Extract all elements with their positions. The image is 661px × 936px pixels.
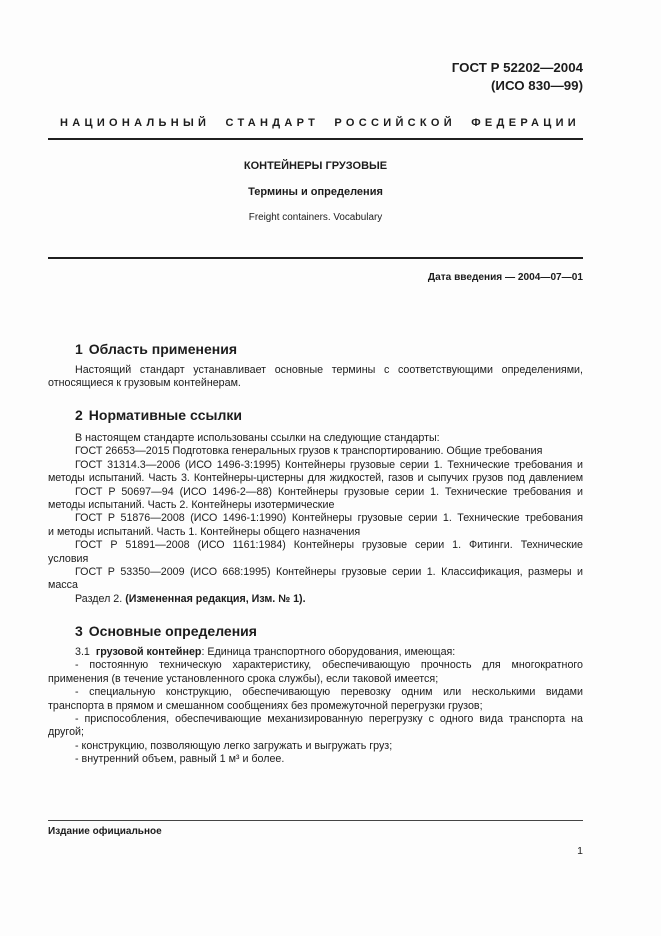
section-body-definitions bbox=[48, 646, 583, 767]
page-number: 1 bbox=[577, 845, 583, 857]
text-line: - конструкцию, позволяющую легко загружать и выгружать груз; bbox=[75, 739, 393, 752]
header-divider bbox=[48, 138, 583, 140]
amendment-note bbox=[48, 593, 583, 606]
section-title: Основные определения bbox=[88, 623, 257, 639]
document-title: КОНТЕЙНЕРЫ ГРУЗОВЫЕ bbox=[243, 160, 388, 172]
reference-line: ГОСТ Р 50697—94 (ИСО 1496-2—88) Контейнеры грузовые серии 1. Технические требования и bbox=[75, 485, 583, 498]
text-line: - приспособления, обеспечивающие механизированную перегрузку с одного вида транспорта на bbox=[75, 712, 583, 725]
iso-equivalent: (ИСО 830—99) bbox=[491, 78, 583, 93]
effective-date: Дата введения — 2004—07—01 bbox=[427, 272, 583, 283]
section-number: 1 bbox=[75, 341, 83, 357]
text-line: Настоящий стандарт устанавливает основные термины с соответствующими определениями, bbox=[75, 364, 583, 376]
edition-label: Издание официальное bbox=[48, 826, 162, 837]
term-number: 3.1 bbox=[75, 646, 90, 658]
section-heading-references bbox=[75, 407, 242, 424]
standard-code: ГОСТ Р 52202—2004 bbox=[451, 60, 583, 75]
reference-line: масса bbox=[48, 579, 78, 592]
title-divider bbox=[48, 257, 583, 259]
document-subtitle: Термины и определения bbox=[248, 186, 383, 198]
text-line: В настоящем стандарте использованы ссылки на следующие стандарты: bbox=[75, 432, 440, 444]
term-definition-text: : Единица транспортного оборудования, имеющая: bbox=[201, 646, 456, 658]
section-number: 3 bbox=[75, 623, 83, 639]
amendment-text: (Измененная редакция, Изм. № 1). bbox=[125, 592, 306, 605]
term-definition bbox=[48, 646, 583, 659]
section-body-scope bbox=[48, 364, 583, 391]
text-line: - постоянную техническую характеристику, обеспечивающую прочность для многократного bbox=[75, 659, 583, 672]
reference-line: ГОСТ Р 51891—2008 (ИСО 1161:1984) Контейнеры грузовые серии 1. Фитинги. Технические bbox=[75, 539, 583, 552]
text-line: относящиеся к грузовым контейнерам. bbox=[48, 377, 241, 390]
national-standard-banner: НАЦИОНАЛЬНЫЙ СТАНДАРТ РОССИЙСКОЙ ФЕДЕРАЦИИ bbox=[60, 117, 580, 129]
reference-line: ГОСТ 31314.3—2006 (ИСО 1496-3:1995) Контейнеры грузовые серии 1. Технические требования и bbox=[75, 458, 583, 471]
reference-line: условия bbox=[48, 552, 89, 565]
section-heading-scope bbox=[75, 341, 237, 358]
section-body-references bbox=[48, 432, 583, 606]
reference-line: и методы испытаний. Часть 1. Контейнеры общего назначения bbox=[48, 525, 361, 538]
reference-line: ГОСТ Р 53350—2009 (ИСО 668:1995) Контейнеры грузовые серии 1. Классификация, размеры и bbox=[75, 565, 583, 578]
section-title: Нормативные ссылки bbox=[88, 407, 242, 423]
section-heading-definitions bbox=[75, 623, 257, 640]
amendment-label: Раздел 2. bbox=[75, 592, 123, 605]
reference-line: ГОСТ 26653—2015 Подготовка генеральных грузов к транспортированию. Общие требования bbox=[75, 445, 543, 458]
text-line: - специальную конструкцию, обеспечивающую перевозку одним или несколькими видами bbox=[75, 686, 583, 699]
reference-line: методы испытаний. Часть 3. Контейнеры-цистерны для жидкостей, газов и сыпучих грузов под давлением bbox=[48, 472, 583, 485]
footer-divider bbox=[48, 820, 583, 821]
text-line: применения (в течение установленного срока службы), если таковой имеется; bbox=[48, 672, 439, 685]
text-line: другой; bbox=[48, 726, 84, 739]
term-name: грузовой контейнер bbox=[95, 646, 202, 658]
reference-line: ГОСТ Р 51876—2008 (ИСО 1496-1:1990) Контейнеры грузовые серии 1. Технические требования bbox=[75, 512, 583, 525]
section-title: Область применения bbox=[88, 341, 238, 357]
text-line: транспорта в прямом и смешанном сообщениях без промежуточной перегрузки грузов; bbox=[48, 699, 483, 712]
english-title: Freight containers. Vocabulary bbox=[248, 212, 383, 223]
section-number: 2 bbox=[75, 407, 83, 423]
reference-line: методы испытаний. Часть 2. Контейнеры изотермические bbox=[48, 498, 335, 511]
text-line: - внутренний объем, равный 1 м³ и более. bbox=[75, 753, 285, 766]
